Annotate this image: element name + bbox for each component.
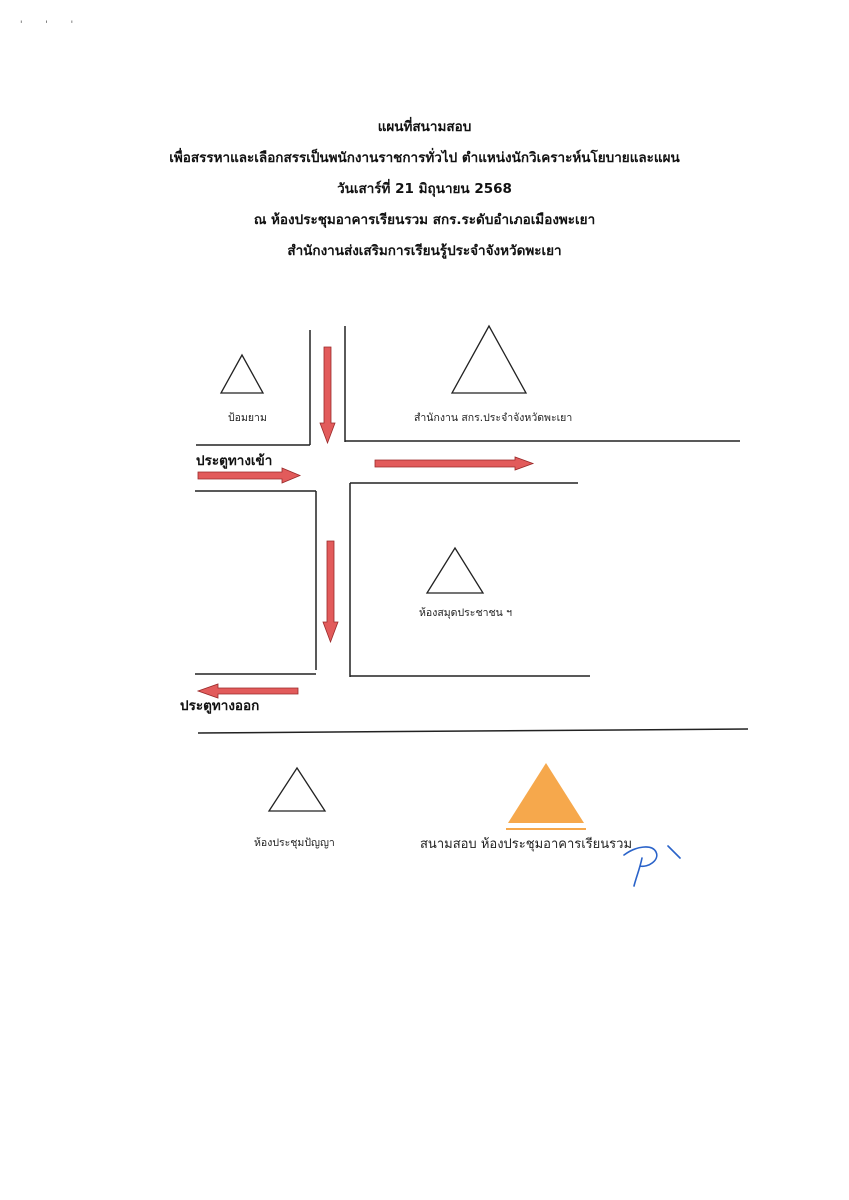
- header-purpose: เพื่อสรรหาและเลือกสรรเป็นพนักงานราชการทั่วไป ตำแหน่งนักวิเคราะห์นโยบายและแผน: [169, 150, 680, 166]
- red-arrow-icon: [320, 347, 335, 443]
- scan-specks: ' ' ': [20, 20, 84, 30]
- label-exam-venue: สนามสอบ ห้องประชุมอาคารเรียนรวม: [420, 837, 633, 852]
- triangle-marker-icon: [452, 326, 526, 393]
- label-police-box: ป้อมยาม: [228, 412, 267, 424]
- exam-venue-marker-icon: [508, 763, 584, 823]
- triangle-marker-icon: [269, 768, 325, 811]
- label-exit-gate: ประตูทางออก: [180, 698, 260, 714]
- direction-arrows: [198, 347, 533, 698]
- header-organization: สำนักงานส่งเสริมการเรียนรู้ประจำจังหวัดพะเยา: [287, 243, 562, 259]
- red-arrow-icon: [323, 541, 338, 642]
- label-entrance-gate: ประตูทางเข้า: [196, 453, 273, 469]
- road-edge: [198, 729, 748, 733]
- landmark-markers: [221, 326, 526, 811]
- header-title: แผนที่สนามสอบ: [377, 119, 472, 135]
- header-date: วันเสาร์ที่ 21 มิถุนายน 2568: [337, 181, 512, 197]
- label-provincial-office: สำนักงาน สกร.ประจำจังหวัดพะเยา: [414, 412, 573, 424]
- road-lines: [195, 326, 748, 733]
- triangle-marker-icon: [427, 548, 483, 593]
- signature-mark-icon: [624, 846, 680, 886]
- label-library: ห้องสมุดประชาชน ฯ: [419, 607, 513, 619]
- triangle-marker-icon: [221, 355, 263, 393]
- header-location: ณ ห้องประชุมอาคารเรียนรวม สกร.ระดับอำเภอเมืองพะเยา: [253, 212, 596, 228]
- label-meeting-room: ห้องประชุมปัญญา: [254, 837, 335, 849]
- red-arrow-icon: [375, 457, 533, 470]
